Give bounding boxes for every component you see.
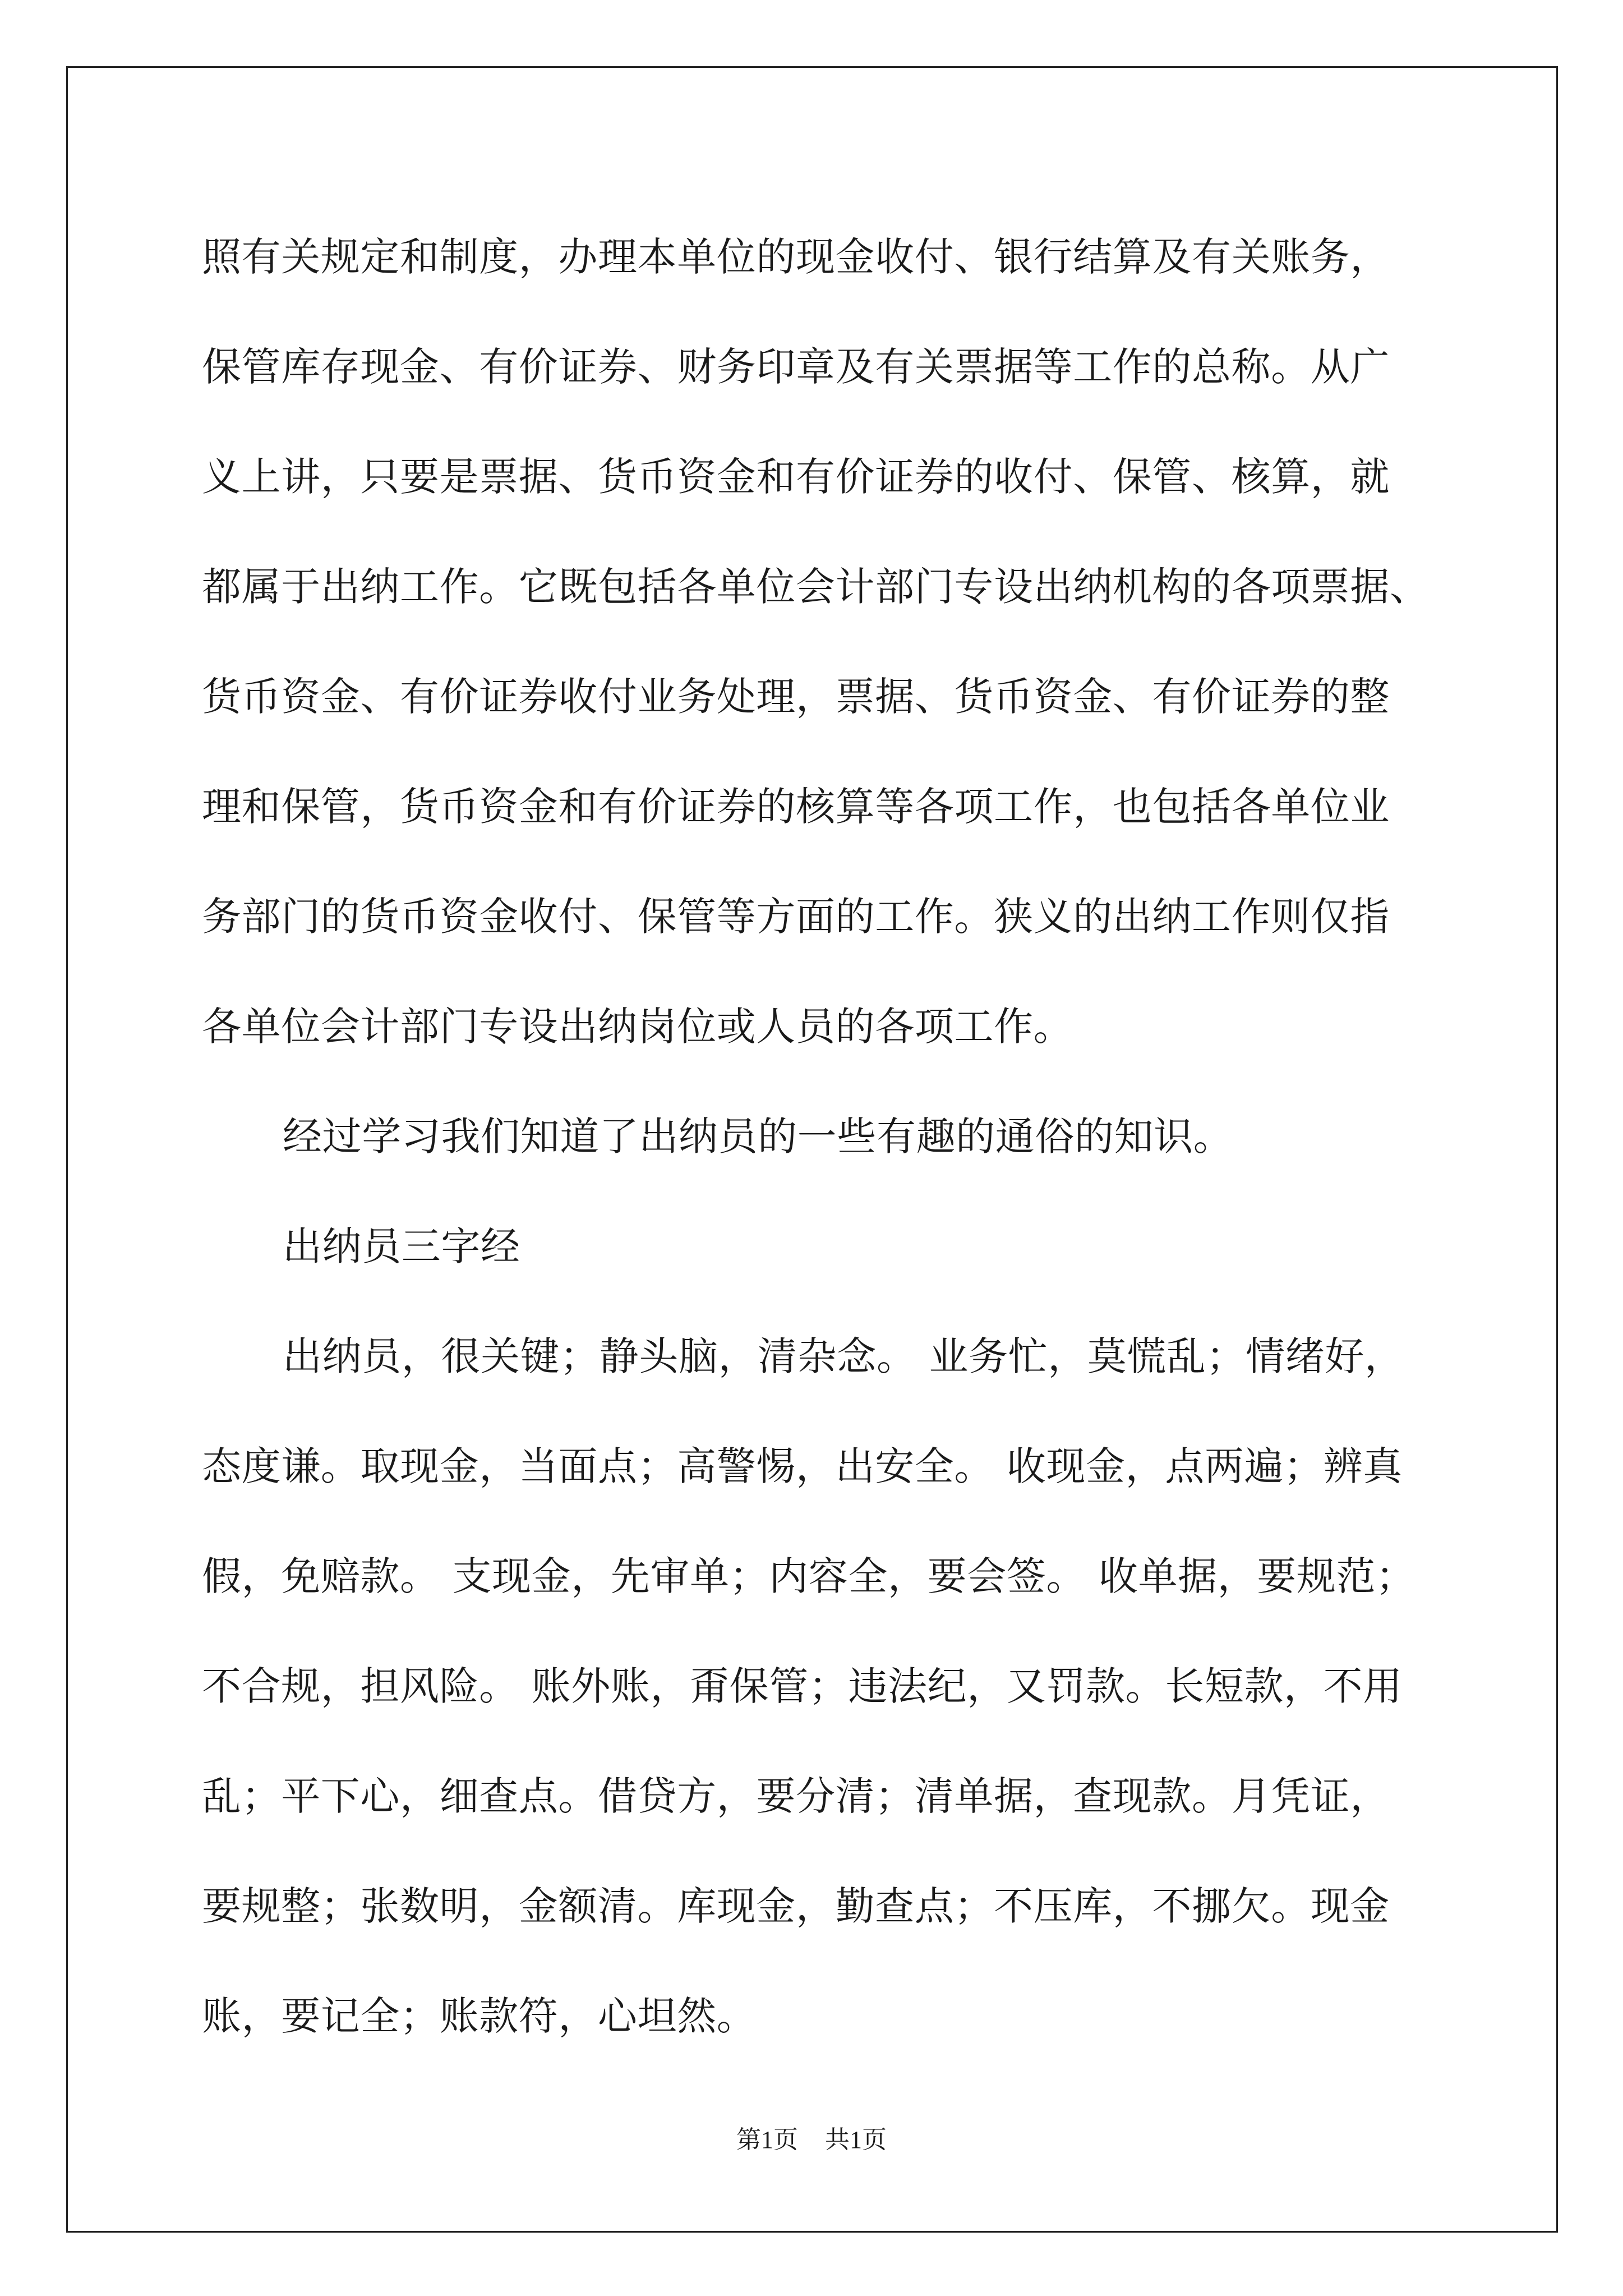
paragraph-line: 乱；平下心，细查点。借贷方，要分清；清单据，查现款。月凭证， [202,1773,1390,1819]
paragraph-line: 务部门的货币资金收付、保管等方面的工作。狭义的出纳工作则仅指 [202,894,1390,940]
paragraph-line: 不合规，担风险。 账外账，甭保管；违法纪，又罚款。长短款，不用 [202,1663,1403,1709]
paragraph-line: 都属于出纳工作。它既包括各单位会计部门专设出纳机构的各项票据、 [202,564,1430,610]
paragraph-line: 账，要记全；账款符，心坦然。 [202,1993,757,2039]
paragraph-line: 假，免赔款。 支现金，先审单；内容全，要会签。 收单据，要规范； [202,1553,1415,1599]
page-number: 第1页 [736,2126,798,2154]
paragraph-line: 各单位会计部门专设出纳岗位或人员的各项工作。 [202,1004,1073,1050]
paragraph-line: 货币资金、有价证券收付业务处理，票据、货币资金、有价证券的整 [202,674,1390,720]
paragraph-line: 出纳员，很关键；静头脑，清杂念。 业务忙，莫慌乱；情绪好， [283,1333,1404,1379]
paragraph-line: 经过学习我们知道了出纳员的一些有趣的通俗的知识。 [283,1114,1233,1159]
paragraph-line: 保管库存现金、有价证券、财务印章及有关票据等工作的总称。从广 [202,344,1390,390]
paragraph-line: 态度谦。取现金，当面点；高警惕，出安全。 收现金，点两遍；辨真 [202,1443,1403,1489]
page-footer [0,2119,1623,2155]
paragraph-line: 义上讲，只要是票据、货币资金和有价证券的收付、保管、核算，就 [202,454,1390,500]
document-body [202,202,1436,2071]
paragraph-line: 理和保管，货币资金和有价证券的核算等各项工作，也包括各单位业 [202,784,1390,830]
section-heading: 出纳员三字经 [283,1223,520,1269]
paragraph-line: 照有关规定和制度，办理本单位的现金收付、银行结算及有关账务， [202,234,1390,280]
page-total: 共1页 [825,2126,887,2154]
paragraph-line: 要规整；张数明，金额清。库现金，勤查点；不压库，不挪欠。现金 [202,1883,1390,1929]
